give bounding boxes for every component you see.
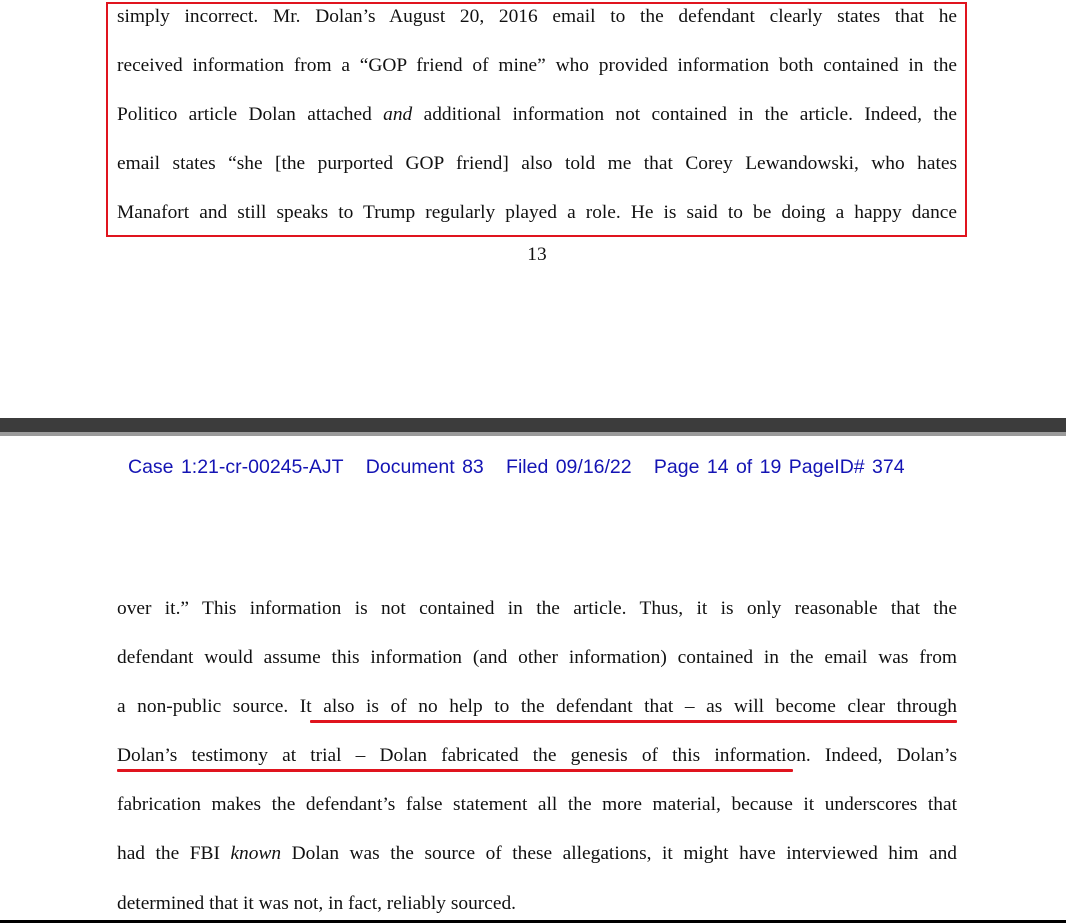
filed-date: Filed 09/16/22 (506, 456, 632, 478)
text-line: a non-public source. It also is of no help to the defendant that – as will become clear through (117, 696, 957, 717)
highlight-box (106, 2, 967, 237)
red-underline (310, 720, 957, 723)
case-number: Case 1:21-cr-00245-AJT (128, 456, 344, 478)
page-number: 13 (527, 244, 547, 265)
document-number: Document 83 (365, 456, 484, 478)
text-line: email states “she [the purported GOP friend] also told me that Corey Lewandowski, who hates (117, 153, 957, 174)
text-line: Manafort and still speaks to Trump regularly played a role. He is said to be doing a happy dance (117, 202, 957, 223)
text-line: simply incorrect. Mr. Dolan’s August 20, 2016 email to the defendant clearly states that he (117, 6, 957, 27)
text-line: received information from a “GOP friend of mine” who provided information both contained in the (117, 55, 957, 76)
text-line: Dolan’s testimony at trial – Dolan fabricated the genesis of this information. Indeed, Dolan’s (117, 745, 957, 766)
text-line: determined that it was not, in fact, reliably sourced. (117, 893, 516, 914)
text-line: defendant would assume this information (and other information) contained in the email was from (117, 647, 957, 668)
text-line: had the FBI known Dolan was the source of these allegations, it might have interviewed him and (117, 843, 957, 864)
text-line: over it.” This information is not contained in the article. Thus, it is only reasonable that the (117, 598, 957, 619)
case-header (128, 456, 905, 479)
text-line: fabrication makes the defendant’s false statement all the more material, because it underscores that (117, 794, 957, 815)
page-separator (0, 418, 1066, 436)
page-count: Page 14 of 19 (653, 456, 782, 478)
red-underline (117, 769, 793, 772)
previous-page (0, 0, 1066, 418)
page-id: PageID# 374 (788, 456, 905, 478)
text-line: Politico article Dolan attached and additional information not contained in the article. Indeed, the (117, 104, 957, 125)
